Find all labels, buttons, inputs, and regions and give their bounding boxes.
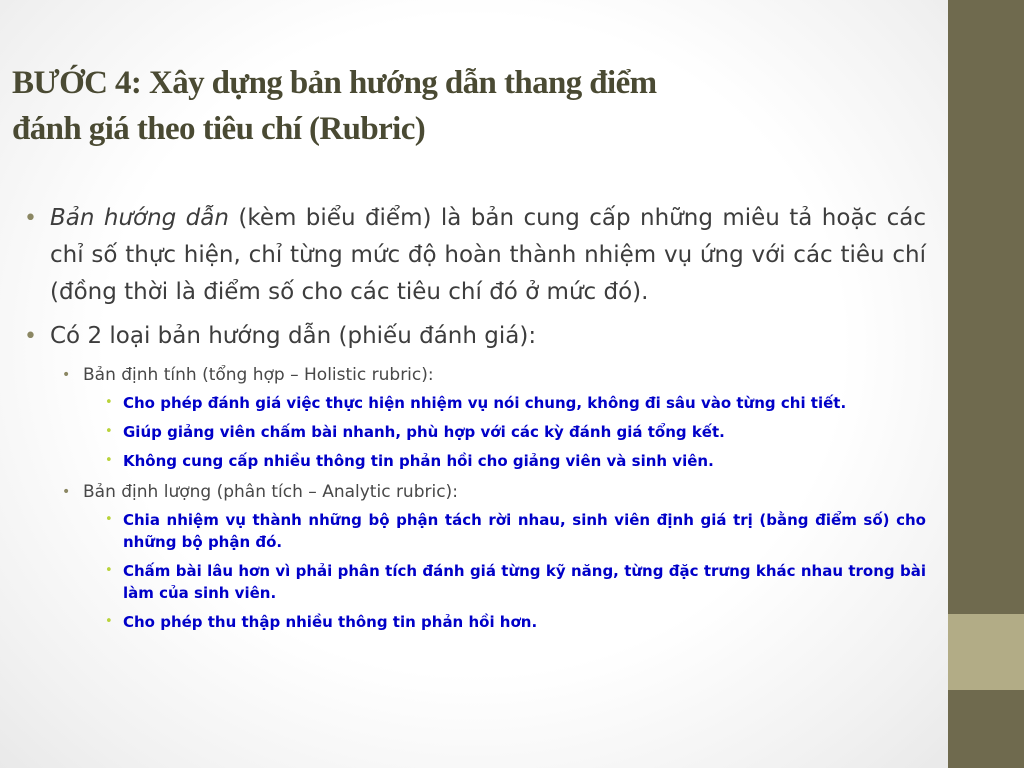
analytic-item-text: Chia nhiệm vụ thành những bộ phận tách rời nhau, sinh viên định giá trị (bằng điểm số) cho những bộ phận đó. [123, 511, 926, 551]
holistic-item-text: Cho phép đánh giá việc thực hiện nhiệm vụ nói chung, không đi sâu vào từng chi tiết. [123, 394, 847, 412]
bullet-dot-icon: • [24, 206, 37, 231]
title-line-2: đánh giá theo tiêu chí (Rubric) [12, 111, 426, 147]
sub-bullet-dot-icon: • [62, 367, 71, 383]
title-line-1: BƯỚC 4: Xây dựng bản hướng dẫn thang điểm [12, 65, 657, 101]
bullet-definition [20, 200, 926, 311]
definition-term: Bản hướng dẫn [50, 205, 229, 231]
analytic-item [20, 509, 926, 553]
slide-title [12, 60, 912, 152]
holistic-item [20, 450, 926, 472]
holistic-item-text: Không cung cấp nhiều thông tin phản hồi cho giảng viên và sinh viên. [123, 452, 714, 470]
definition-text: (kèm biểu điểm) là bản cung cấp những miêu tả hoặc các chỉ số thực hiện, chỉ từng mức độ hoàn thành nhiệm vụ ứng với các tiêu chí (đồng thời là điểm số cho các tiêu chí đó ở mức đó). [50, 205, 926, 305]
item-dot-icon: • [105, 512, 113, 527]
item-dot-icon: • [105, 395, 113, 410]
analytic-item-text: Cho phép thu thập nhiều thông tin phản hồi hơn. [123, 613, 538, 631]
holistic-item [20, 421, 926, 443]
slide-body [20, 200, 926, 640]
sidebar-band-accent [948, 614, 1024, 690]
item-dot-icon: • [105, 614, 113, 629]
item-dot-icon: • [105, 424, 113, 439]
bullet-rubric-types [20, 318, 926, 355]
item-dot-icon: • [105, 563, 113, 578]
sub-bullet-dot-icon: • [62, 484, 71, 500]
analytic-item [20, 560, 926, 604]
analytic-item [20, 611, 926, 633]
sub-bullet-analytic [20, 479, 926, 505]
bullet-dot-icon: • [24, 324, 37, 349]
sub-bullet-holistic [20, 362, 926, 388]
sidebar-band-bottom [948, 690, 1024, 768]
holistic-label: Bản định tính (tổng hợp – Holistic rubric): [83, 365, 434, 385]
item-dot-icon: • [105, 453, 113, 468]
analytic-label: Bản định lượng (phân tích – Analytic rubric): [83, 482, 458, 502]
analytic-item-text: Chấm bài lâu hơn vì phải phân tích đánh giá từng kỹ năng, từng đặc trưng khác nhau trong bài làm của sinh viên. [123, 562, 926, 602]
holistic-item-text: Giúp giảng viên chấm bài nhanh, phù hợp với các kỳ đánh giá tổng kết. [123, 423, 725, 441]
holistic-item [20, 392, 926, 414]
sidebar-band-top [948, 0, 1024, 614]
rubric-types-text: Có 2 loại bản hướng dẫn (phiếu đánh giá): [50, 323, 537, 349]
